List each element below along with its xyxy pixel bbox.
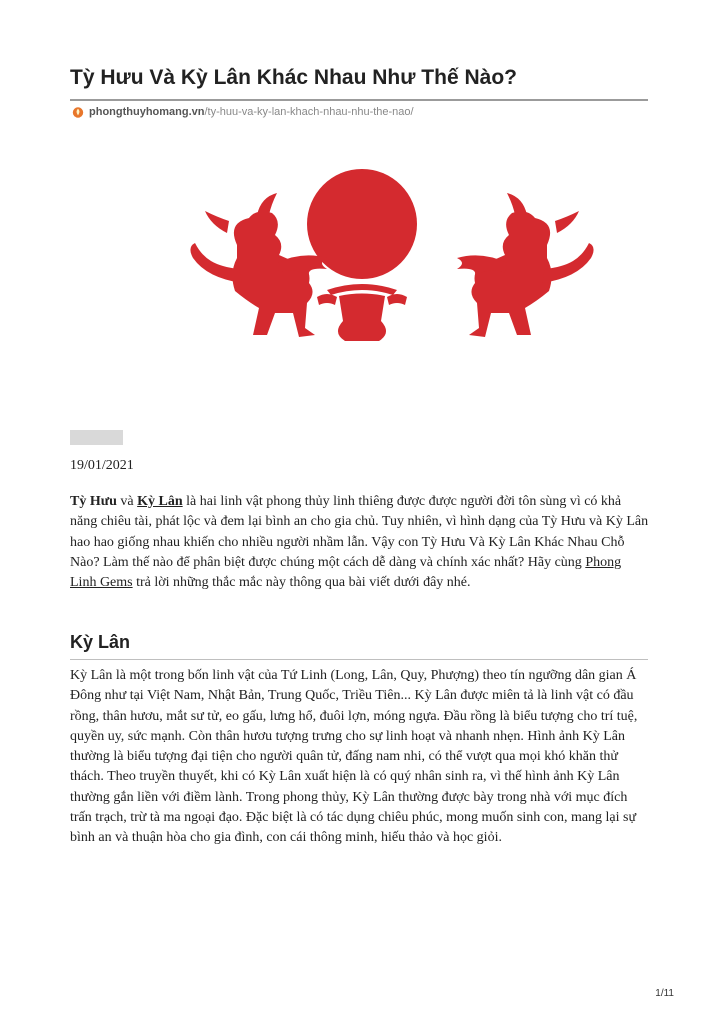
title-divider — [70, 99, 648, 101]
page-number: 1/11 — [655, 988, 674, 999]
section-heading-ky-lan: Kỳ Lân — [70, 632, 131, 652]
intro-conj: và — [116, 494, 138, 509]
ky-lan-link[interactable]: Kỳ Lân — [137, 494, 183, 509]
article-title: Tỳ Hưu Và Kỳ Lân Khác Nhau Như Thế Nào? — [70, 66, 517, 89]
source-line[interactable] — [72, 106, 414, 118]
phong-linh-gems-link[interactable]: Phong Linh Gems — [70, 554, 622, 591]
kylan-emblem-icon — [187, 163, 597, 363]
source-path[interactable]: /ty-huu-va-ky-lan-khach-nhau-nhu-the-nao/ — [204, 106, 414, 118]
site-favicon-icon — [72, 106, 84, 118]
term-ty-huu: Tỳ Hưu — [70, 494, 117, 509]
image-placeholder — [70, 430, 123, 445]
section-body: Kỳ Lân là một trong bốn linh vật của Tứ Linh (Long, Lân, Quy, Phượng) theo tín ngưỡng dân gian Á Đông như tại Việt Nam, Nhật Bản, Trung Quốc, Triều Tiên... Kỳ Lân được miên tả là linh vật có đầu rồng, thân hươu, mắt sư tử, eo gấu, lưng hổ, đuôi lợn, móng ngựa. Đầu rồng là biểu tượng cho trí tuệ, quyền uy, sức mạnh. Còn thân hươu tượng trưng cho sự linh hoạt và nhanh nhẹn. Hình ảnh Kỳ Lân thường là biểu tượng đại tiện cho người quân tử, đấng nam nhi, có thể vượt qua mọi khó khăn thử thách. Theo truyền thuyết, khi có Kỳ Lân xuất hiện là có quý nhân sinh ra, vì thế hình ảnh Kỳ Lân thường gắn liền với điềm lành. Trong phong thủy, Kỳ Lân thường được bày trong nhà với mục đích trấn trạch, trừ tà ma ngoại đạo. Đặc biệt là có tác dụng chiêu phúc, mong muốn sinh con, mang lại sự bình an và thuận hòa cho gia đình, con cái thông minh, hiếu thảo và học giỏi. — [70, 668, 638, 846]
intro-text-a: là hai linh vật phong thủy linh thiêng được được người đời tôn sùng vì có khả năng chiêu tài, phát lộc và đem lại bình an cho gia chủ. Tuy nhiên, vì hình dạng của Tỳ Hưu và Kỳ Lân hao hao giống nhau khiến cho nhiều người nhầm lẫn. Vậy con Tỳ Hưu Và Kỳ Lân Khác Nhau Chỗ Nào? Làm thế nào để phân biệt được chúng một cách dễ dàng và chính xác nhất? Hãy cùng — [70, 494, 649, 570]
right-kylan-figure — [457, 193, 594, 337]
intro-paragraph — [70, 492, 650, 593]
section-divider — [70, 659, 648, 660]
intro-text-b: trả lời những thắc mắc này thông qua bài viết dưới đây nhé. — [132, 575, 471, 591]
left-kylan-figure — [190, 193, 327, 337]
source-domain[interactable]: phongthuyhomang.vn — [89, 106, 205, 118]
publish-date: 19/01/2021 — [70, 458, 134, 473]
